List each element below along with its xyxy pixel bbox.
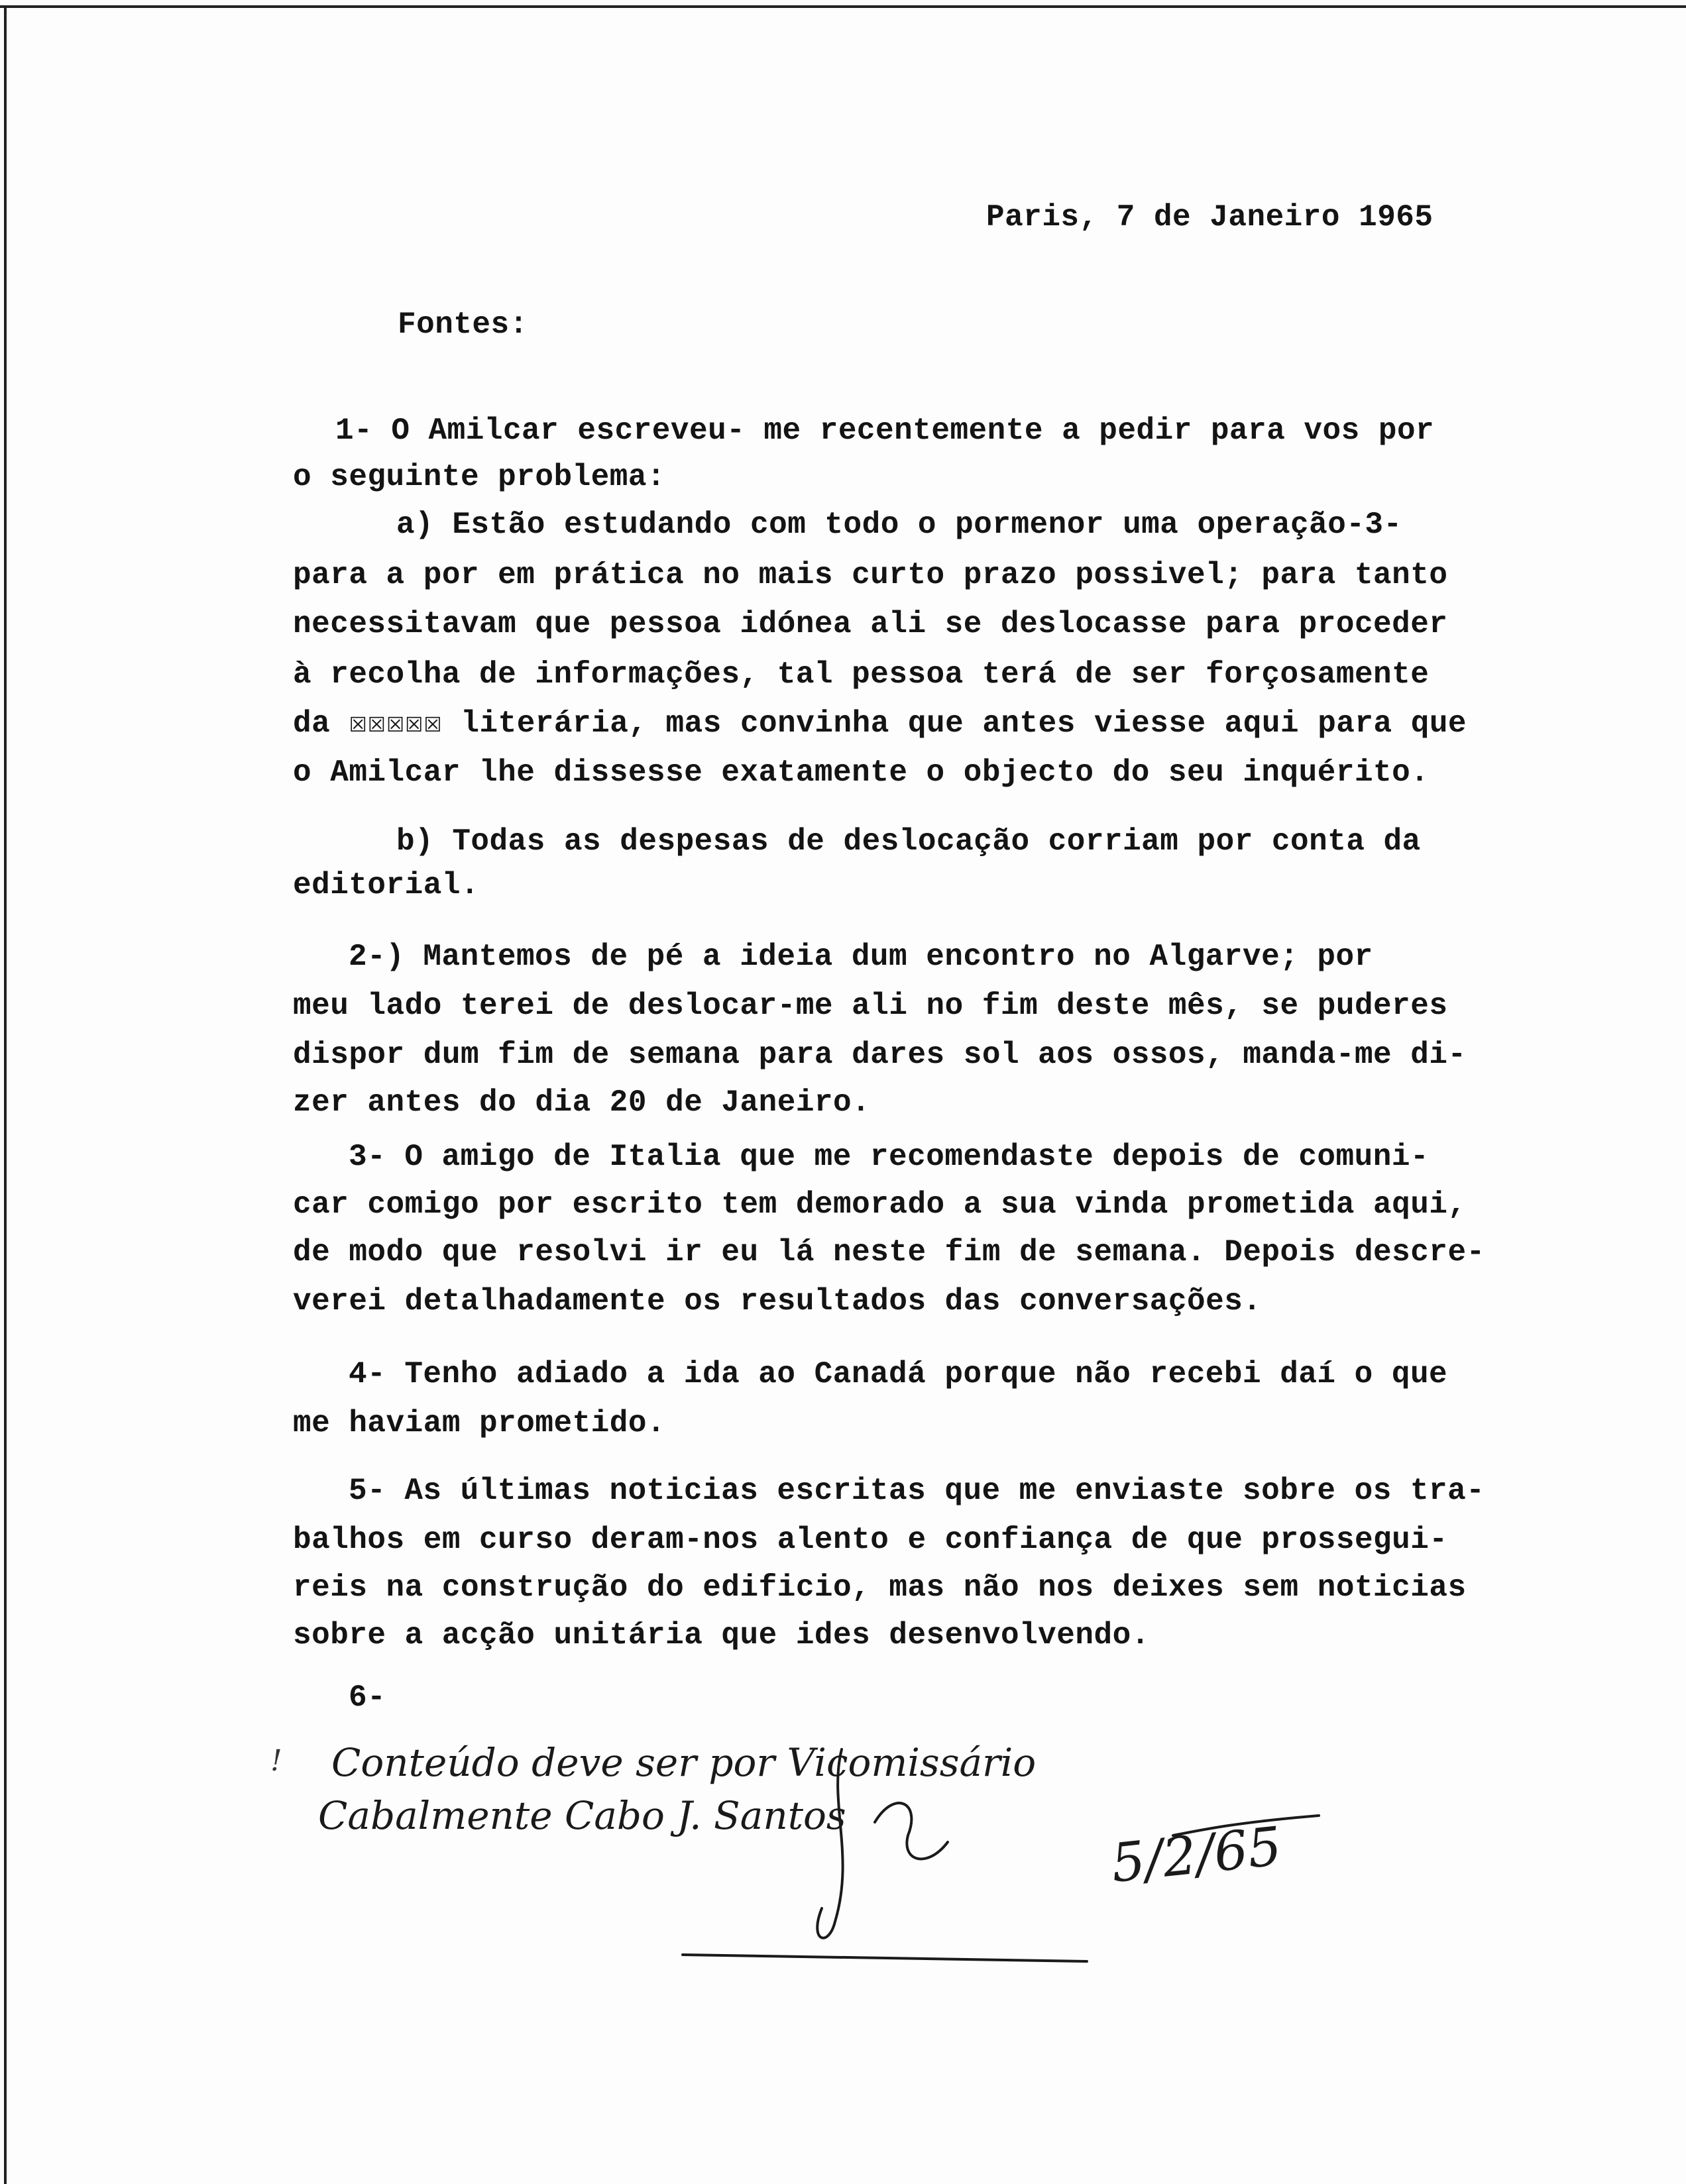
signature-underline — [683, 1955, 1087, 1961]
text-line: sobre a acção unitária que ides desenvolvendo. — [293, 1618, 1150, 1653]
text-line: o seguinte problema: — [293, 460, 666, 494]
margin-mark: ! — [270, 1744, 282, 1778]
text-line: 6- — [349, 1680, 386, 1715]
text-line: zer antes do dia 20 de Janeiro. — [293, 1085, 871, 1120]
text-line: de modo que resolvi ir eu lá neste fim de semana. Depois descre- — [293, 1235, 1485, 1270]
text-line: 1- O Amilcar escreveu- me recentemente a pedir para vos por — [335, 413, 1435, 448]
text-line: da ☒☒☒☒☒ literária, mas convinha que antes viesse aqui para que — [293, 706, 1467, 741]
handwritten-line-1: Conteúdo deve ser por Vicomissário — [331, 1740, 1037, 1785]
text-line: para a por em prática no mais curto prazo possivel; para tanto — [293, 558, 1448, 592]
text-line: meu lado terei de deslocar-me ali no fim deste mês, se puderes — [293, 989, 1448, 1023]
text-line: me haviam prometido. — [293, 1406, 666, 1441]
text-line: car comigo por escrito tem demorado a sua vinda prometida aqui, — [293, 1187, 1467, 1222]
handwritten-date: 5/2/65 — [1108, 1815, 1285, 1894]
handwritten-annotation — [258, 1723, 1385, 2001]
text-line: 3- O amigo de Italia que me recomendaste depois de comuni- — [349, 1140, 1430, 1174]
text-line: o Amilcar lhe dissesse exatamente o objecto do seu inquérito. — [293, 755, 1430, 790]
text-line: editorial. — [293, 868, 480, 902]
text-line: 4- Tenho adiado a ida ao Canadá porque não recebi daí o que — [349, 1357, 1448, 1392]
text-line: balhos em curso deram-nos alento e confiança de que prossegui- — [293, 1523, 1448, 1557]
handwritten-line-2: Cabalmente Cabo J. Santos — [318, 1793, 846, 1838]
text-line: à recolha de informações, tal pessoa terá de ser forçosamente — [293, 657, 1430, 692]
text-line: b) Todas as despesas de deslocação corriam por conta da — [396, 824, 1421, 859]
scan-border-top — [0, 5, 1686, 8]
text-line: reis na construção do edificio, mas não nos deixes sem noticias — [293, 1570, 1467, 1605]
text-line: 2-) Mantemos de pé a ideia dum encontro no Algarve; por — [349, 940, 1373, 974]
scan-border-left — [4, 5, 7, 2184]
dateline: Paris, 7 de Janeiro 1965 — [986, 200, 1433, 235]
signature-stroke — [875, 1803, 948, 1859]
text-line: verei detalhadamente os resultados das conversações. — [293, 1284, 1262, 1319]
salutation: Fontes: — [398, 307, 528, 342]
text-line: necessitavam que pessoa idónea ali se deslocasse para proceder — [293, 607, 1448, 641]
text-line: 5- As últimas noticias escritas que me enviaste sobre os tra- — [349, 1474, 1485, 1508]
text-line: a) Estão estudando com todo o pormenor uma operação-3- — [396, 508, 1402, 542]
text-line: dispor dum fim de semana para dares sol aos ossos, manda-me di- — [293, 1038, 1467, 1072]
